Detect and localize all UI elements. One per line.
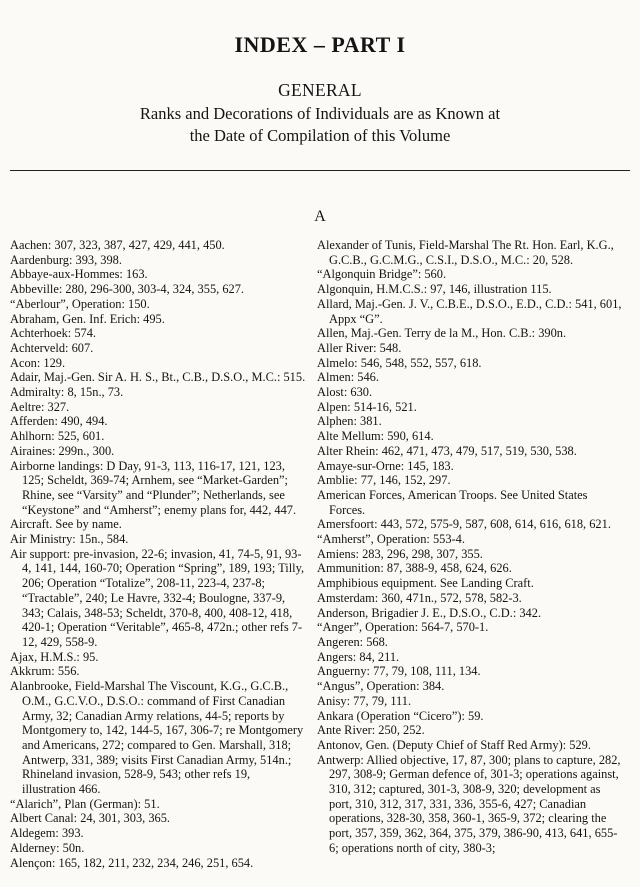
index-entry: Admiralty: 8, 15n., 73.: [10, 385, 124, 400]
index-entry: Anisy: 77, 79, 111.: [317, 693, 412, 708]
index-entry: Amphibious equipment. See Landing Craft.: [317, 576, 534, 591]
index-entry: Amsterdam: 360, 471n., 572, 578, 582-3.: [317, 590, 522, 605]
header-divider: [10, 170, 630, 171]
index-entry: Almelo: 546, 548, 552, 557, 618.: [317, 355, 482, 370]
index-entry: Ammunition: 87, 388-9, 458, 624, 626.: [317, 561, 512, 576]
index-entry: Allen, Maj.-Gen. Terry de la M., Hon. C.B.: 390n.: [317, 326, 567, 341]
index-entry: Akkrum: 556.: [10, 664, 80, 679]
index-entry: Alost: 630.: [317, 385, 373, 400]
index-entry: Antonov, Gen. (Deputy Chief of Staff Red Army): 529.: [317, 737, 591, 752]
index-entry: Achterhoek: 574.: [10, 326, 97, 341]
compilation-note: [0, 103, 640, 147]
index-entry: Airaines: 299n., 300.: [10, 443, 115, 458]
index-entry: Ante River: 250, 252.: [317, 723, 425, 738]
index-entry: Alexander of Tunis, Field-Marshal The Rt. Hon. Earl, K.G., G.C.B., G.C.M.G., C.S.I., D.S.O., M.C.: 20, 528.: [317, 238, 614, 267]
note-line-2: the Date of Compilation of this Volume: [189, 126, 451, 145]
index-entry: Airborne landings: D Day, 91-3, 113, 116-17, 121, 123, 125; Scheldt, 369-74; Arnhem, see “Market-Garden”; Rhine, see “Varsity” and “Plunder”; Netherlands, see “Keystone” and “Amherst”; enemy plans for, 442, 447.: [10, 458, 297, 517]
index-entry: Alderney: 50n.: [10, 840, 85, 855]
index-entry: Abraham, Gen. Inf. Erich: 495.: [10, 311, 165, 326]
index-entry: “Algonquin Bridge”: 560.: [317, 267, 447, 282]
index-entry: “Alarich”, Plan (German): 51.: [10, 796, 160, 811]
index-entry: “Aberlour”, Operation: 150.: [10, 296, 150, 311]
index-entry: Ahlhorn: 525, 601.: [10, 429, 105, 444]
index-column-left: [10, 238, 306, 870]
index-entry: Almen: 546.: [317, 370, 379, 385]
index-entry: Albert Canal: 24, 301, 303, 365.: [10, 811, 171, 826]
index-entry: Alanbrooke, Field-Marshal The Viscount, K.G., G.C.B., O.M., G.C.V.O., D.S.O.: command of First Canadian Army, 32; Canadian Army relations, 44-5; reports by Montgomery to, 142, 144-5, 167, 306-7; re Montgomery and Americans, 272; compared to Gen. Marshall, 318; Antwerp, 331, 389; visits First Canadian Army, 514n.; Rhineland invasion, 528-9, 543; other refs 19, illustration 466.: [10, 679, 304, 797]
index-entry: Antwerp: Allied objective, 17, 87, 300; plans to capture, 282, 297, 308-9; German defence of, 301-3; operations against, 310, 312; captured, 301-3, 308-9, 320; development as port, 310, 312, 317, 331, 336, 355-6, 427; Canadian operations, 328-30, 358, 360-1, 365-9, 372; clearing the port, 357, 359, 362, 364, 375, 379, 386-90, 413, 641, 655-6; operations north of city, 380-3;: [317, 752, 621, 855]
index-entry: Aldegem: 393.: [10, 826, 84, 841]
index-entry: Aardenburg: 393, 398.: [10, 252, 122, 267]
index-entry: Aircraft. See by name.: [10, 517, 122, 532]
index-entry: Amiens: 283, 296, 298, 307, 355.: [317, 546, 483, 561]
index-entry: Alpen: 514-16, 521.: [317, 399, 417, 414]
index-entry: Air support: pre-invasion, 22-6; invasion, 41, 74-5, 91, 93-4, 141, 144, 160-70; Operation “Spring”, 189, 193; Tilly, 206; Operation “Totalize”, 208-11, 223-4, 237-8; “Tractable”, 240; Le Havre, 332-4; Boulogne, 337-9, 343; Calais, 348-53; Scheldt, 370-8, 400, 408-12, 418, 420-1; Operation “Veritable”, 465-8, 472n.; other refs 7-12, 429, 558-9.: [10, 546, 305, 649]
index-entry: Ajax, H.M.S.: 95.: [10, 649, 99, 664]
index-entry: Aachen: 307, 323, 387, 427, 429, 441, 450.: [10, 238, 225, 252]
index-column-right: [317, 238, 626, 856]
index-entry: Amersfoort: 443, 572, 575-9, 587, 608, 614, 616, 618, 621.: [317, 517, 611, 532]
index-entry: “Anger”, Operation: 564-7, 570-1.: [317, 620, 489, 635]
index-entry: American Forces, American Troops. See United States Forces.: [317, 487, 588, 517]
index-entry: Alter Rhein: 462, 471, 473, 479, 517, 519, 530, 538.: [317, 443, 577, 458]
index-entry: Anderson, Brigadier J. E., D.S.O., C.D.: 342.: [317, 605, 542, 620]
index-entry: Amaye-sur-Orne: 145, 183.: [317, 458, 454, 473]
index-entry: “Amherst”, Operation: 553-4.: [317, 532, 465, 547]
index-entry: Ankara (Operation “Cicero”): 59.: [317, 708, 484, 723]
index-entry: Alençon: 165, 182, 211, 232, 234, 246, 251, 654.: [10, 855, 254, 870]
index-entry: Afferden: 490, 494.: [10, 414, 108, 429]
index-entry: Alphen: 381.: [317, 414, 382, 429]
index-entry: Angeren: 568.: [317, 634, 388, 649]
index-entry: Abbaye-aux-Hommes: 163.: [10, 267, 148, 282]
index-entry: Amblie: 77, 146, 152, 297.: [317, 473, 451, 488]
index-entry: Achterveld: 607.: [10, 340, 94, 355]
index-entry: Aller River: 548.: [317, 340, 402, 355]
index-entry: Angers: 84, 211.: [317, 649, 400, 664]
index-entry: Air Ministry: 15n., 584.: [10, 532, 129, 547]
index-entry: Allard, Maj.-Gen. J. V., C.B.E., D.S.O., E.D., C.D.: 541, 601, Appx “G”.: [317, 296, 622, 326]
index-entry: Abbeville: 280, 296-300, 303-4, 324, 355, 627.: [10, 282, 245, 297]
index-entry: “Angus”, Operation: 384.: [317, 679, 445, 694]
index-entry: Adair, Maj.-Gen. Sir A. H. S., Bt., C.B., D.S.O., M.C.: 515.: [10, 370, 306, 385]
index-entry: Anguerny: 77, 79, 108, 111, 134.: [317, 664, 481, 679]
index-entry: Acon: 129.: [10, 355, 66, 370]
section-letter: A: [314, 208, 326, 225]
note-line-1: Ranks and Decorations of Individuals are as Known at: [139, 104, 501, 123]
index-entry: Algonquin, H.M.C.S.: 97, 146, illustration 115.: [317, 282, 552, 297]
section-subtitle: GENERAL: [278, 80, 362, 100]
index-entry: Alte Mellum: 590, 614.: [317, 429, 434, 444]
index-entry: Aeltre: 327.: [10, 399, 70, 414]
page-title: INDEX – PART I: [234, 32, 406, 57]
